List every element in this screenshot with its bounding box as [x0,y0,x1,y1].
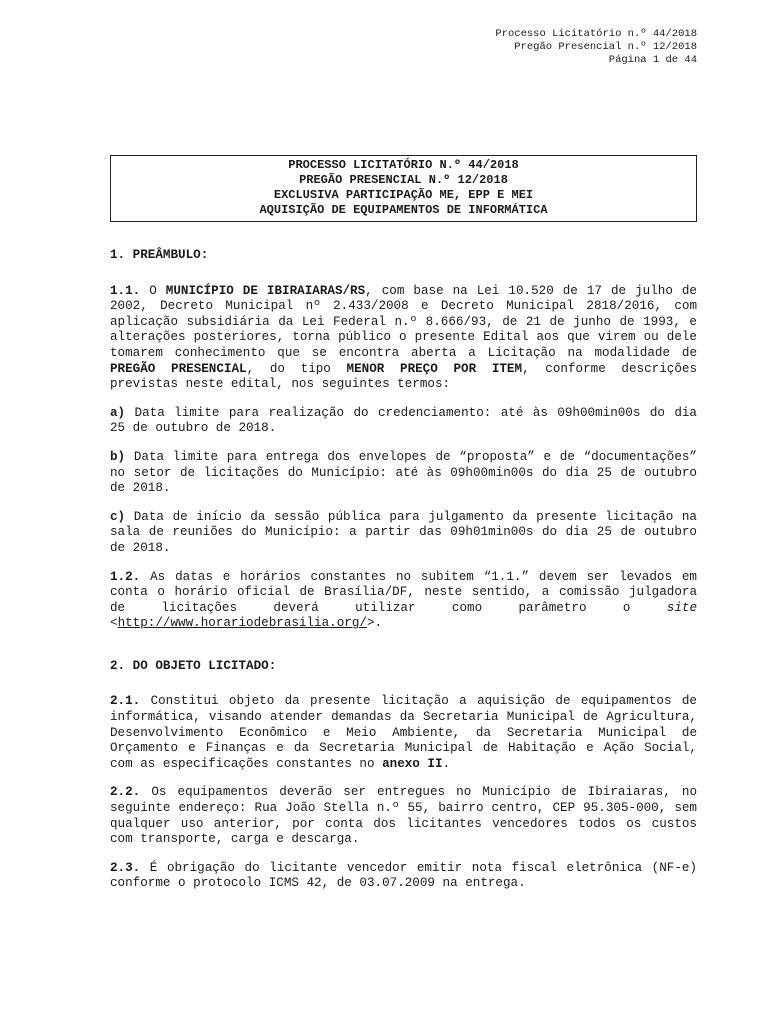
page-header [495,28,697,67]
item-number: 2.3. [110,860,141,875]
section-heading-objeto: 2. DO OBJETO LICITADO: [110,658,277,673]
item-number: 2.2. [110,785,141,800]
item-label: c) [110,509,126,524]
paragraph-2-3: 2.3. É obrigação do licitante vencedor emitir nota fiscal eletrônica (NF-e) conforme o protocolo ICMS 42, de 03.07.2009 na entrega. [110,860,697,891]
annex-reference: anexo II [382,756,443,771]
header-pregao-number: Pregão Presencial n.º 12/2018 [514,41,697,53]
header-page-number: Página 1 de 44 [608,54,697,66]
title-pregao: PREGÃO PRESENCIAL N.º 12/2018 [299,173,508,187]
paragraph-b: b) Data limite para entrega dos envelopes de “proposta” e de “documentações” no setor de licitações do Município: até às 09h00min00s do dia 25 de outubro de 2018. [110,449,697,496]
site-word: site [666,600,697,615]
municipality-name: MUNICÍPIO DE IBIRAIARAS/RS [165,283,366,298]
paragraph-2-2: 2.2. Os equipamentos deverão ser entregues no Município de Ibiraiaras, no seguinte endereço: Rua João Stella n.º 55, bairro centro, CEP 95.305-000, sem qualquer uso anterior, por conta dos licitantes vencedores todos os custos com transporte, carga e descarga. [110,785,697,847]
item-label: a) [110,405,126,420]
paragraph-1-1: 1.1. O MUNICÍPIO DE IBIRAIARAS/RS, com base na Lei 10.520 de 17 de julho de 2002, Decreto Municipal nº 2.433/2008 e Decreto Municipal 2818/2016, com aplicação subsidiária da Lei Federal n.º 8.666/93, de 21 de junho de 1993, e alterações posteriores, torna público o presente Edital aos que virem ou dele tomarem conhecimento que se encontra aberta a Licitação na modalidade de PREGÃO PRESENCIAL, do tipo MENOR PREÇO POR ITEM, conforme descrições previstas neste edital, nos seguintes termos: [110,283,698,392]
tender-type: MENOR PREÇO POR ITEM [346,361,523,376]
paragraph-2-1: 2.1. Constitui objeto da presente licitação a aquisição de equipamentos de informática, visando atender demandas da Secretaria Municipal de Agricultura, Desenvolvimento Econômico e Meio Ambiente, da Secretaria Municipal de Orçamento e Finanças e da Secretaria Municipal de Habitação e Ação Social, com as especificações constantes no anexo II. [110,694,697,771]
title-exclusive: EXCLUSIVA PARTICIPAÇÃO ME, EPP E MEI [273,188,534,202]
document-body [110,248,697,905]
item-label: b) [110,449,126,464]
document-title-box [110,155,697,222]
title-process: PROCESSO LICITATÓRIO N.º 44/2018 [288,158,519,172]
paragraph-a: a) Data limite para realização do credenciamento: até às 09h00min00s do dia 25 de outubro de 2018. [110,405,697,436]
horario-brasilia-link[interactable]: http://www.horariodebrasilia.org/ [117,616,367,631]
section-heading-preambulo: 1. PREÂMBULO: [110,248,209,262]
title-object: AQUISIÇÃO DE EQUIPAMENTOS DE INFORMÁTICA [259,203,548,217]
item-number: 2.1. [110,694,141,709]
item-number: 1.2. [110,569,141,584]
paragraph-c: c) Data de início da sessão pública para julgamento da presente licitação na sala de reuniões do Município: a partir das 09h01min00s do dia 25 de outubro de 2018. [110,509,697,555]
header-process-number: Processo Licitatório n.º 44/2018 [495,28,697,40]
modality-name: PREGÃO PRESENCIAL [110,361,247,376]
item-number: 1.1. [110,283,141,298]
paragraph-1-2: 1.2. As datas e horários constantes no subitem “1.1.” devem ser levados em conta o horário oficial de Brasília/DF, neste sentido, a comissão julgadora de licitações deverá utilizar como parâmetro o site <http://www.horariodebrasilia.org/>. [110,569,697,631]
